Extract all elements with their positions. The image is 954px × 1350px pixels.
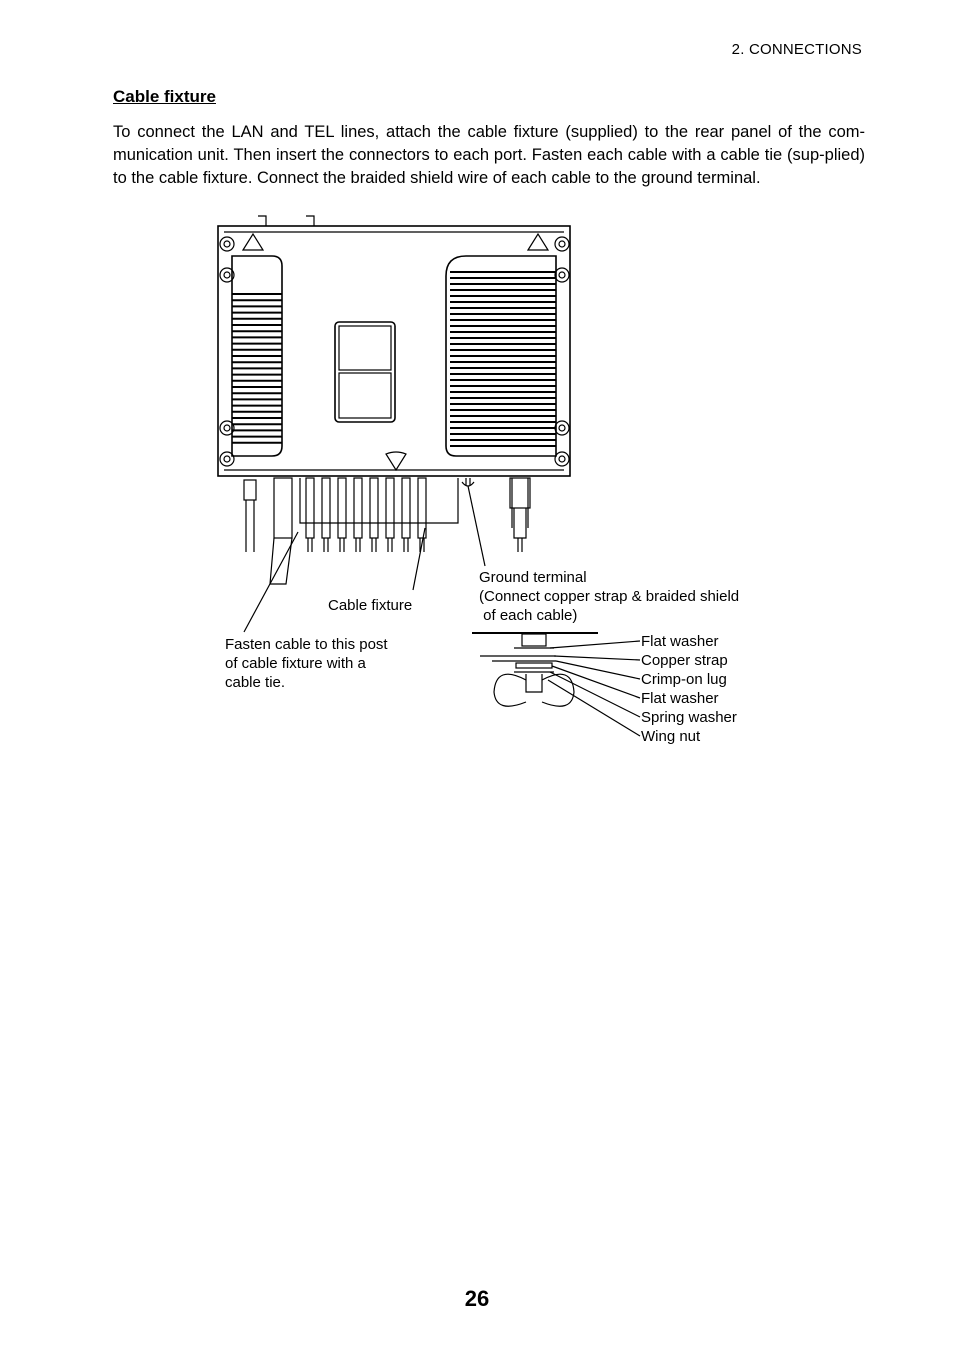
ground-terminal-label: Ground terminal xyxy=(479,569,587,586)
part-flat-washer-2: Flat washer xyxy=(641,690,719,707)
part-copper-strap: Copper strap xyxy=(641,652,728,669)
body-paragraph: To connect the LAN and TEL lines, attach the cable fixture (supplied) to the rear panel of the com-munication unit. Then insert the connectors to each port. Fasten each cable with a cable tie (sup-plied) to the cable fixture. Connect the braided shield wire of each cable to the ground terminal. xyxy=(113,123,865,187)
fasten-note-line-3: cable tie. xyxy=(225,674,286,691)
rear-panel-figure xyxy=(210,210,780,755)
ground-terminal-note-1: (Connect copper strap & braided shield xyxy=(479,588,740,605)
cable-fixture-label: Cable fixture xyxy=(328,597,413,614)
ground-terminal-note-2: of each cable) xyxy=(479,607,578,624)
part-crimp-on-lug: Crimp-on lug xyxy=(641,671,727,688)
fasten-note-line-1: Fasten cable to this post xyxy=(225,636,388,653)
page-number: 26 xyxy=(464,1286,490,1311)
part-flat-washer-1: Flat washer xyxy=(641,633,719,650)
running-header: 2. CONNECTIONS xyxy=(731,41,862,58)
section-title: Cable fixture xyxy=(113,87,216,106)
fasten-note-line-2: of cable fixture with a xyxy=(225,655,366,672)
part-wing-nut: Wing nut xyxy=(641,728,701,745)
part-spring-washer: Spring washer xyxy=(641,709,737,726)
